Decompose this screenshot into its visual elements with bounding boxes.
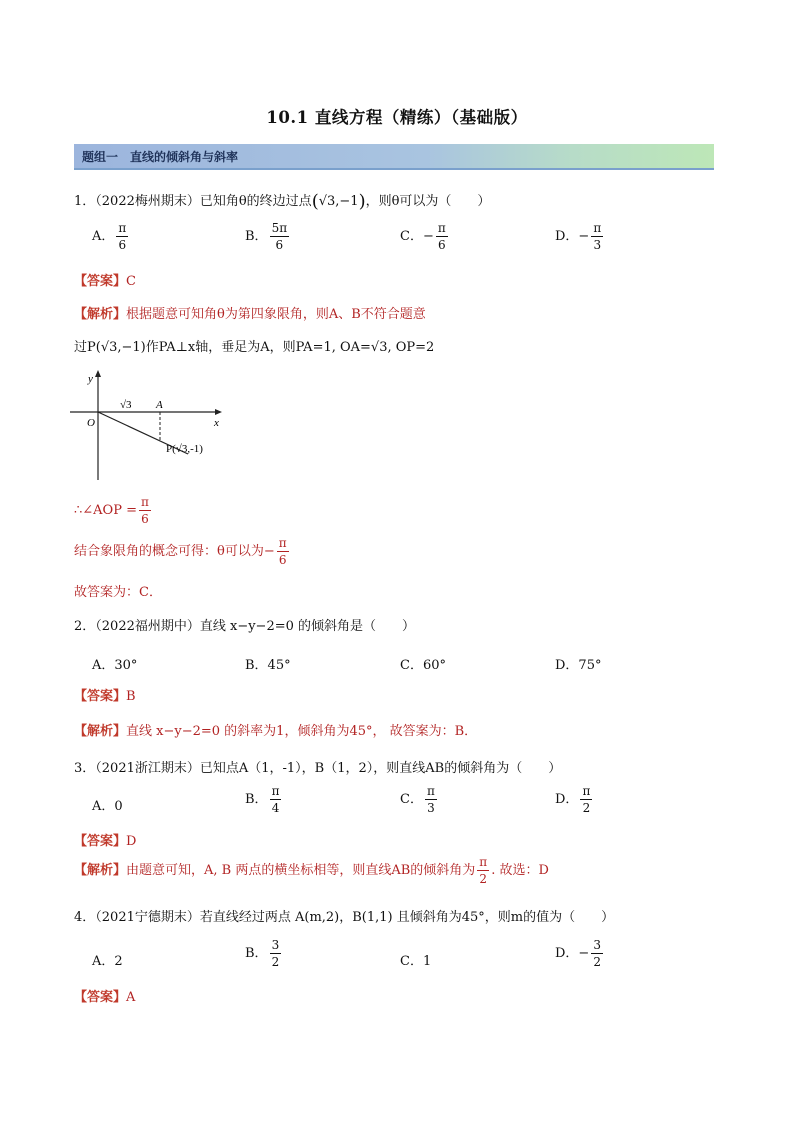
q3-explanation: 【解析】由题意可知，A, B 两点的横坐标相等，则直线AB的倾斜角为 $\frac{\pi}{2}$ . 故选：D	[74, 855, 549, 886]
coordinate-figure	[70, 368, 230, 483]
group-label: 题组一 直线的倾斜角与斜率	[82, 150, 239, 164]
q1-explanation-5: 故答案为：C．	[74, 585, 162, 600]
q1-point: √3,−1	[318, 194, 359, 209]
label-sqrt3: √3	[120, 399, 132, 411]
q3-option-a: A．0	[92, 799, 123, 814]
q2-explanation: 【解析】直线 x−y−2=0 的斜率为1，倾斜角为45°， 故答案为：B．	[74, 724, 478, 739]
q1-explanation-3: ∴∠AOP = $\frac{\pi}{6}$	[74, 495, 149, 526]
q3-answer: 【答案】D	[74, 834, 137, 849]
q2-option-a: A．30°	[92, 658, 138, 673]
label-x: x	[214, 417, 219, 429]
q4-option-d: D．− $\frac{3}{2}$	[555, 938, 601, 969]
group-header	[74, 144, 714, 170]
q3-option-c: C． $\frac{\pi}{3}$	[400, 784, 435, 815]
question-1-stem: 1．（2022梅州期末）已知角θ的终边过点(√3,−1)，则θ可以为（ ）	[74, 191, 491, 212]
q4-answer: 【答案】A	[74, 990, 136, 1005]
q3-option-b: B． $\frac{\pi}{4}$	[245, 784, 280, 815]
label-p: P(√3,-1)	[166, 443, 203, 455]
question-3-stem: 3．（2021浙江期末）已知点A（1，-1），B（1，2），则直线AB的倾斜角为（ ）	[74, 761, 562, 776]
question-4-stem: 4．（2021宁德期末）若直线经过两点 A(m,2)，B(1,1) 且倾斜角为45°，则m的值为（ ）	[74, 910, 615, 925]
q1-option-a: A． $\frac{\pi}{6}$	[92, 221, 127, 252]
question-2-stem: 2．（2022福州期中）直线 x−y−2=0 的倾斜角是（ ）	[74, 619, 416, 634]
q3-option-d: D． $\frac{\pi}{2}$	[555, 784, 591, 815]
q4-option-c: C．1	[400, 954, 432, 969]
q1-option-d: D．− $\frac{\pi}{3}$	[555, 221, 602, 252]
q1-explanation-4: 结合象限角的概念可得：θ可以为− $\frac{\pi}{6}$	[74, 536, 287, 567]
q1-explanation-1: 【解析】根据题意可知角θ为第四象限角，则A、B不符合题意	[74, 307, 426, 322]
q2-answer: 【答案】B	[74, 689, 136, 704]
q4-option-a: A．2	[92, 954, 123, 969]
x-axis-arrow	[215, 409, 222, 415]
label-a: A	[156, 399, 163, 411]
q1-explanation-2: 过P(√3,−1)作PA⊥x轴，垂足为A，则PA=1, OA=√3, OP=2	[74, 340, 435, 355]
q1-option-c: C．− $\frac{\pi}{6}$	[400, 221, 446, 252]
q1-answer: 【答案】C	[74, 274, 136, 289]
q2-option-d: D．75°	[555, 658, 602, 673]
q1-option-b: B． $\frac{5\pi}{6}$	[245, 221, 288, 252]
label-y: y	[88, 373, 93, 385]
q4-option-b: B． $\frac{3}{2}$	[245, 938, 280, 969]
label-o: O	[87, 417, 95, 429]
q2-option-b: B．45°	[245, 658, 291, 673]
page-title: 10.1 直线方程（精练）（基础版）	[266, 108, 528, 127]
y-axis-arrow	[95, 370, 101, 377]
q2-option-c: C．60°	[400, 658, 446, 673]
